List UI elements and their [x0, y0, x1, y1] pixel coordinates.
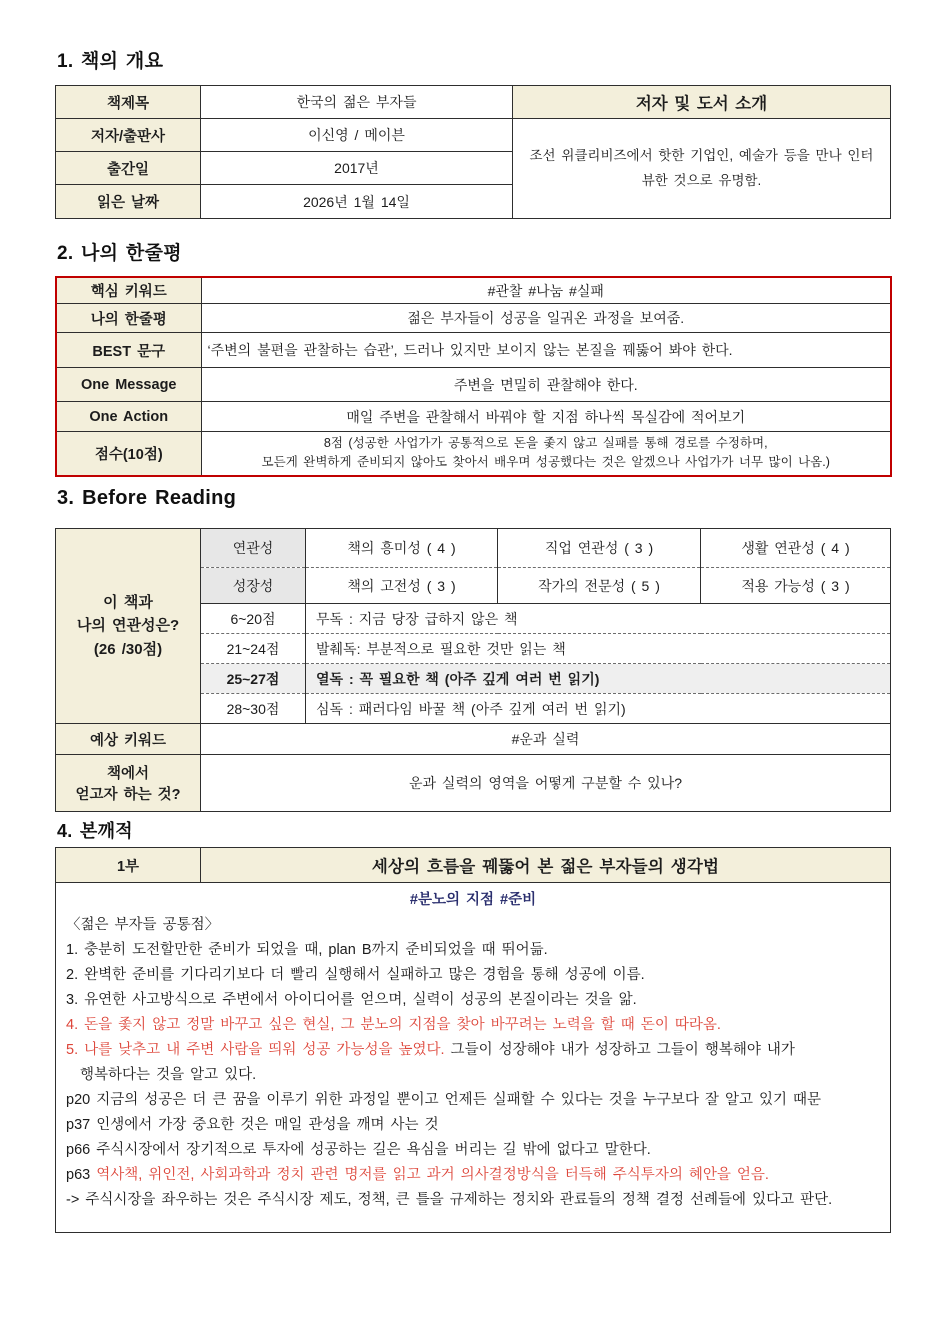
life-relevance-score: 생활 연관성 ( 4 ): [701, 529, 891, 568]
body-line: [66, 1013, 880, 1038]
body-line-segment: 4. 돈을 좇지 않고 정말 바꾸고 싶은 현실, 그 분노의 지점을 찾아 바꾸려는 노력을 할 때 돈이 따라옴.: [66, 1017, 721, 1033]
section2-title: 2. 나의 한줄평: [57, 243, 182, 264]
book-interest-score: 책의 흥미성 ( 4 ): [306, 529, 498, 568]
body-line: [66, 1163, 880, 1188]
one-line-review-table: [55, 276, 892, 477]
goal-value: 운과 실력의 영역을 어떻게 구분할 수 있나?: [201, 755, 891, 812]
score-line-1: 8점 (성공한 사업가가 공통적으로 돈을 좇지 않고 실패를 통해 경로를 수정하며,: [323, 436, 768, 450]
body-line: [66, 1088, 880, 1113]
one-message-value: 주변을 면밀히 관찰해야 한다.: [201, 368, 891, 402]
best-phrase-value: ‘주변의 불편을 관찰하는 습관’, 드러나 있지만 보이지 않는 본질을 꿰뚫어 봐야 한다.: [201, 333, 891, 368]
score-line-2: 모든게 완벽하게 준비되지 않아도 찾아서 배우며 성공했다는 것은 알겠으나 사업가가 너무 많이 나옴.): [261, 455, 830, 470]
score-value: [201, 432, 891, 476]
body-line-segment: -> 주식시장을 좌우하는 것은 주식시장 제도, 정책, 큰 틀을 규제하는 정치와 관료들의 정책 결정 선례들에 있다고 판단.: [66, 1192, 833, 1208]
section4-title: 4. 본깨적: [57, 821, 133, 841]
before-reading-table: [55, 528, 891, 812]
one-action-value: 매일 주변을 관찰해서 바꿔야 할 지점 하나씩 목실감에 적어보기: [201, 402, 891, 432]
best-phrase-label: BEST 문구: [56, 333, 201, 368]
body-line: [66, 1113, 880, 1138]
body-line-segment: 행복하다는 것을 알고 있다.: [80, 1067, 257, 1083]
body-line-segment: 그들이 성장해야 내가 성장하고 그들이 행복해야 내가: [444, 1042, 795, 1058]
range-28-30-desc: 심독 : 패러다임 바꿀 책 (아주 깊게 여러 번 읽기): [306, 694, 891, 724]
body-line-segment: p63: [66, 1167, 97, 1183]
relevance-row-header: 연관성: [201, 529, 306, 568]
one-message-label: One Message: [56, 368, 201, 402]
body-line-segment: p66 주식시장에서 장기적으로 투자에 성공하는 길은 욕심을 버리는 길 밖에 없다고 말한다.: [66, 1142, 651, 1158]
body-line-segment: p37 인생에서 가장 중요한 것은 매일 관성을 깨며 사는 것: [66, 1117, 439, 1133]
book-overview-table: [55, 85, 891, 219]
expected-keyword-label: 예상 키워드: [56, 724, 201, 755]
relevance-question-label: 이 책과 나의 연관성은? (26 /30점): [56, 529, 201, 724]
goal-label: 책에서 얻고자 하는 것?: [56, 755, 201, 812]
author-intro-header: 저자 및 도서 소개: [513, 86, 891, 119]
one-action-label: One Action: [56, 402, 201, 432]
publish-date-value: 2017년: [201, 152, 513, 185]
section3-title: 3. Before Reading: [57, 487, 237, 509]
body-line: [66, 988, 880, 1013]
body-line: [66, 1063, 880, 1088]
body-line: [66, 963, 880, 988]
body-line-segment: 〈젊은 부자들 공통점〉: [66, 917, 220, 933]
range-25-27-selected: 25~27점: [201, 664, 306, 694]
keyword-label: 핵심 키워드: [56, 277, 201, 304]
section1-title: 1. 책의 개요: [57, 51, 164, 72]
range-6-20: 6~20점: [201, 604, 306, 634]
expected-keyword-value: #운과 실력: [201, 724, 891, 755]
book-title-value: 한국의 젊은 부자들: [201, 86, 513, 119]
one-line-label: 나의 한줄평: [56, 304, 201, 333]
classic-score: 책의 고전성 ( 3 ): [306, 568, 498, 604]
bonkkaejeok-table: [55, 847, 891, 1233]
author-expertise-score: 작가의 전문성 ( 5 ): [498, 568, 701, 604]
body-line: [66, 938, 880, 963]
read-date-value: 2026년 1월 14일: [201, 185, 513, 219]
body-line: [66, 888, 880, 913]
applicability-score: 적용 가능성 ( 3 ): [701, 568, 891, 604]
score-label: 점수(10점): [56, 432, 201, 476]
book-title-label: 책제목: [56, 86, 201, 119]
body-line-segment: #분노의 지점 #준비: [409, 892, 537, 908]
one-line-value: 젊은 부자들이 성공을 일궈온 과정을 보여줌.: [201, 304, 891, 333]
body-line: [66, 1038, 880, 1063]
body-line: [66, 1138, 880, 1163]
part-label: 1부: [56, 848, 201, 883]
author-publisher-label: 저자/출판사: [56, 119, 201, 152]
body-line-segment: 5. 나를 낮추고 내 주변 사람을 띄워 성공 가능성을 높였다.: [66, 1042, 445, 1058]
range-6-20-desc: 무독 : 지금 당장 급하지 않은 책: [306, 604, 891, 634]
body-line-segment: 역사책, 위인전, 사회과학과 정치 관련 명저를 읽고 과거 의사결정방식을 터득해 주식투자의 혜안을 얻음.: [96, 1167, 769, 1183]
part-title: 세상의 흐름을 꿰뚫어 본 젊은 부자들의 생각법: [201, 848, 891, 883]
body-line: [66, 1188, 880, 1213]
range-28-30: 28~30점: [201, 694, 306, 724]
author-publisher-value: 이신영 / 메이븐: [201, 119, 513, 152]
author-intro-text: 조선 위클리비즈에서 핫한 기업인, 예술가 등을 만나 인터뷰한 것으로 유명함.: [513, 119, 891, 219]
body-line-segment: 1. 충분히 도전할만한 준비가 되었을 때, plan B까지 준비되었을 때 뛰어듦.: [66, 942, 548, 958]
keyword-value: #관찰 #나눔 #실패: [201, 277, 891, 304]
body-line-segment: p20 지금의 성공은 더 큰 꿈을 이루기 위한 과정일 뿐이고 언제든 실패할 수 있다는 것을 누구보다 잘 알고 있기 때문: [66, 1092, 822, 1108]
read-date-label: 읽은 날짜: [56, 185, 201, 219]
growth-row-header: 성장성: [201, 568, 306, 604]
bonkkaejeok-body: [56, 883, 891, 1233]
body-line: [66, 913, 880, 938]
body-line-segment: 2. 완벽한 준비를 기다리기보다 더 빨리 실행해서 실패하고 많은 경험을 통해 성공에 이름.: [66, 967, 645, 983]
range-21-24-desc: 발췌독: 부분적으로 필요한 것만 읽는 책: [306, 634, 891, 664]
job-relevance-score: 직업 연관성 ( 3 ): [498, 529, 701, 568]
publish-date-label: 출간일: [56, 152, 201, 185]
body-line-segment: 3. 유연한 사고방식으로 주변에서 아이디어를 얻으며, 실력이 성공의 본질이라는 것을 앎.: [66, 992, 637, 1008]
range-25-27-desc-selected: 열독 : 꼭 필요한 책 (아주 깊게 여러 번 읽기): [306, 664, 891, 694]
range-21-24: 21~24점: [201, 634, 306, 664]
